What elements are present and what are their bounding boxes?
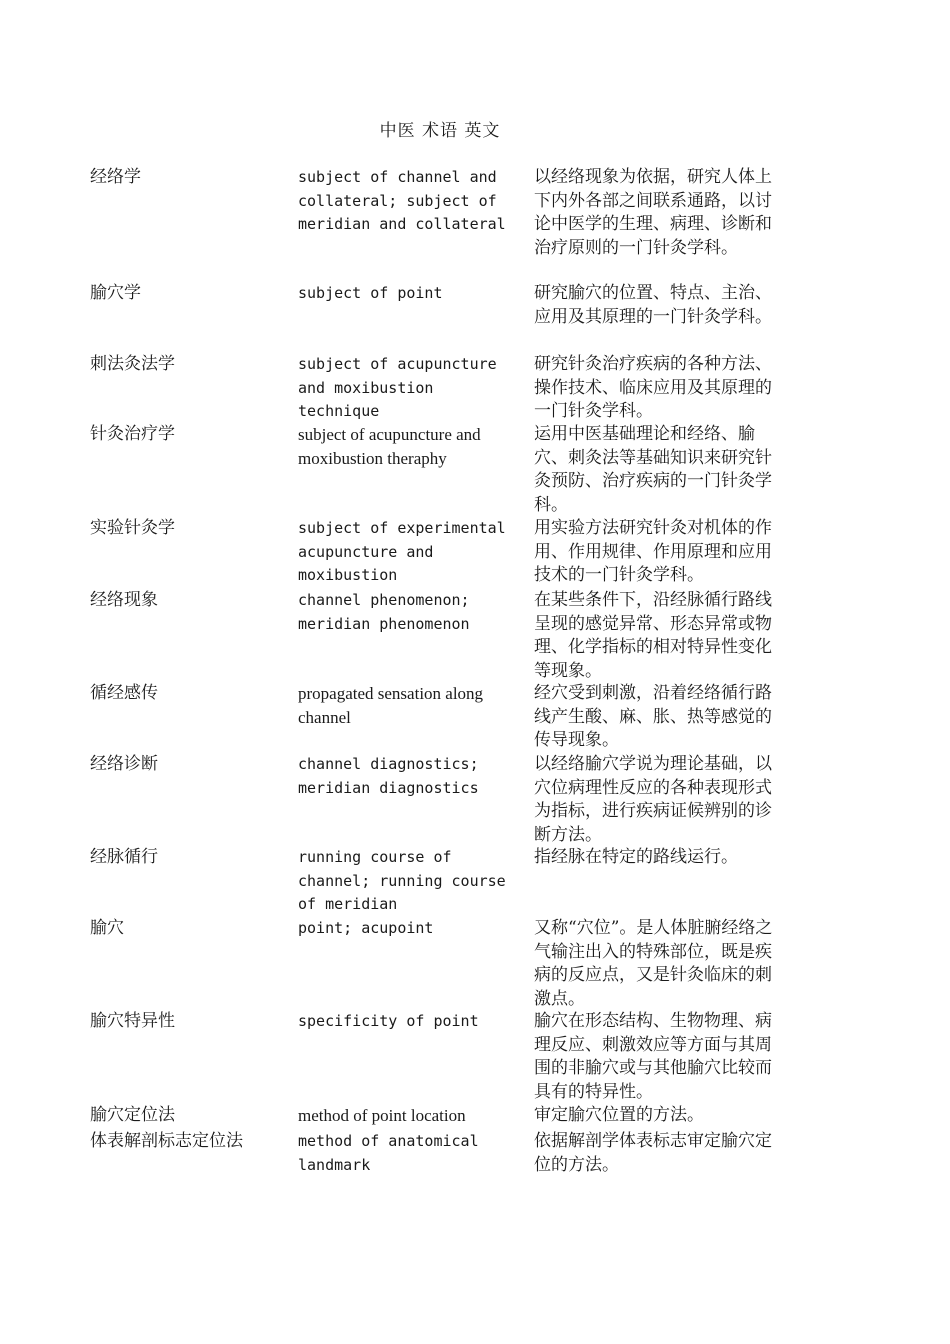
glossary-row bbox=[90, 353, 790, 423]
term-definition: 经穴受到刺激，沿着经络循行路线产生酸、麻、胀、热等感觉的传导现象。 bbox=[534, 683, 772, 750]
term-english: propagated sensation along channel bbox=[298, 684, 484, 727]
term-definition: 腧穴在形态结构、生物物理、病理反应、刺激效应等方面与其周围的非腧穴或与其他腧穴比较而具有的特异性。 bbox=[534, 1011, 772, 1102]
term-definition: 又称“穴位”。是人体脏腑经络之气输注出入的特殊部位，既是疾病的反应点，又是针灸临床的刺激点。 bbox=[534, 918, 773, 1009]
term-definition: 指经脉在特定的路线运行。 bbox=[534, 847, 738, 867]
term-english: subject of acupuncture and moxibustion technique bbox=[298, 355, 497, 420]
term-english: subject of experimental acupuncture and moxibustion bbox=[298, 519, 506, 584]
term-definition: 以经络腧穴学说为理论基础，以穴位病理性反应的各种表现形式为指标，进行疾病证候辨别的诊断方法。 bbox=[534, 754, 772, 845]
glossary-row bbox=[90, 166, 790, 282]
term-chinese: 腧穴学 bbox=[90, 283, 141, 303]
term-definition: 运用中医基础理论和经络、腧穴、刺灸法等基础知识来研究针灸预防、治疗疾病的一门针灸学科。 bbox=[534, 424, 772, 515]
term-english: channel phenomenon; meridian phenomenon bbox=[298, 591, 470, 633]
glossary-row bbox=[90, 1104, 790, 1130]
term-definition: 研究腧穴的位置、特点、主治、应用及其原理的一门针灸学科。 bbox=[534, 283, 772, 327]
term-chinese: 腧穴 bbox=[90, 918, 124, 938]
glossary-row bbox=[90, 589, 790, 682]
glossary-table bbox=[90, 166, 790, 1178]
term-chinese: 经络现象 bbox=[90, 590, 158, 610]
glossary-row bbox=[90, 1010, 790, 1104]
glossary-row bbox=[90, 846, 790, 917]
term-english: subject of point bbox=[298, 284, 443, 302]
term-definition: 依据解剖学体表标志审定腧穴定位的方法。 bbox=[534, 1131, 772, 1175]
term-chinese: 腧穴定位法 bbox=[90, 1105, 175, 1125]
term-chinese: 实验针灸学 bbox=[90, 518, 175, 538]
term-english: subject of channel and collateral; subject of meridian and collateral bbox=[298, 168, 506, 233]
term-english: specificity of point bbox=[298, 1012, 479, 1030]
term-chinese: 经络学 bbox=[90, 167, 141, 187]
glossary-row bbox=[90, 1130, 790, 1178]
glossary-row bbox=[90, 917, 790, 1010]
term-english: subject of acupuncture and moxibustion theraphy bbox=[298, 425, 481, 468]
term-english: running course of channel; running course of meridian bbox=[298, 848, 506, 913]
term-definition: 审定腧穴位置的方法。 bbox=[534, 1105, 704, 1125]
term-english: channel diagnostics; meridian diagnostics bbox=[298, 755, 479, 797]
glossary-row bbox=[90, 423, 790, 517]
glossary-row bbox=[90, 282, 790, 353]
term-english: point; acupoint bbox=[298, 919, 434, 937]
term-chinese: 刺法灸法学 bbox=[90, 354, 175, 374]
term-chinese: 腧穴特异性 bbox=[90, 1011, 175, 1031]
glossary-row bbox=[90, 682, 790, 753]
term-definition: 在某些条件下，沿经脉循行路线呈现的感觉异常、形态异常或物理、化学指标的相对特异性变化等现象。 bbox=[534, 590, 772, 681]
term-chinese: 针灸治疗学 bbox=[90, 424, 175, 444]
page-title: 中医 术语 英文 bbox=[379, 121, 501, 141]
term-chinese: 经脉循行 bbox=[90, 847, 158, 867]
term-english: method of point location bbox=[298, 1106, 466, 1125]
term-definition: 用实验方法研究针灸对机体的作用、作用规律、作用原理和应用技术的一门针灸学科。 bbox=[534, 518, 772, 585]
glossary-row bbox=[90, 517, 790, 589]
term-english: method of anatomical landmark bbox=[298, 1132, 479, 1174]
term-definition: 研究针灸治疗疾病的各种方法、操作技术、临床应用及其原理的一门针灸学科。 bbox=[534, 354, 772, 421]
glossary-row bbox=[90, 753, 790, 846]
term-definition: 以经络现象为依据，研究人体上下内外各部之间联系通路，以讨论中医学的生理、病理、诊断和治疗原则的一门针灸学科。 bbox=[534, 167, 772, 258]
term-chinese: 经络诊断 bbox=[90, 754, 158, 774]
term-chinese: 循经感传 bbox=[90, 683, 158, 703]
term-chinese: 体表解剖标志定位法 bbox=[90, 1131, 243, 1151]
